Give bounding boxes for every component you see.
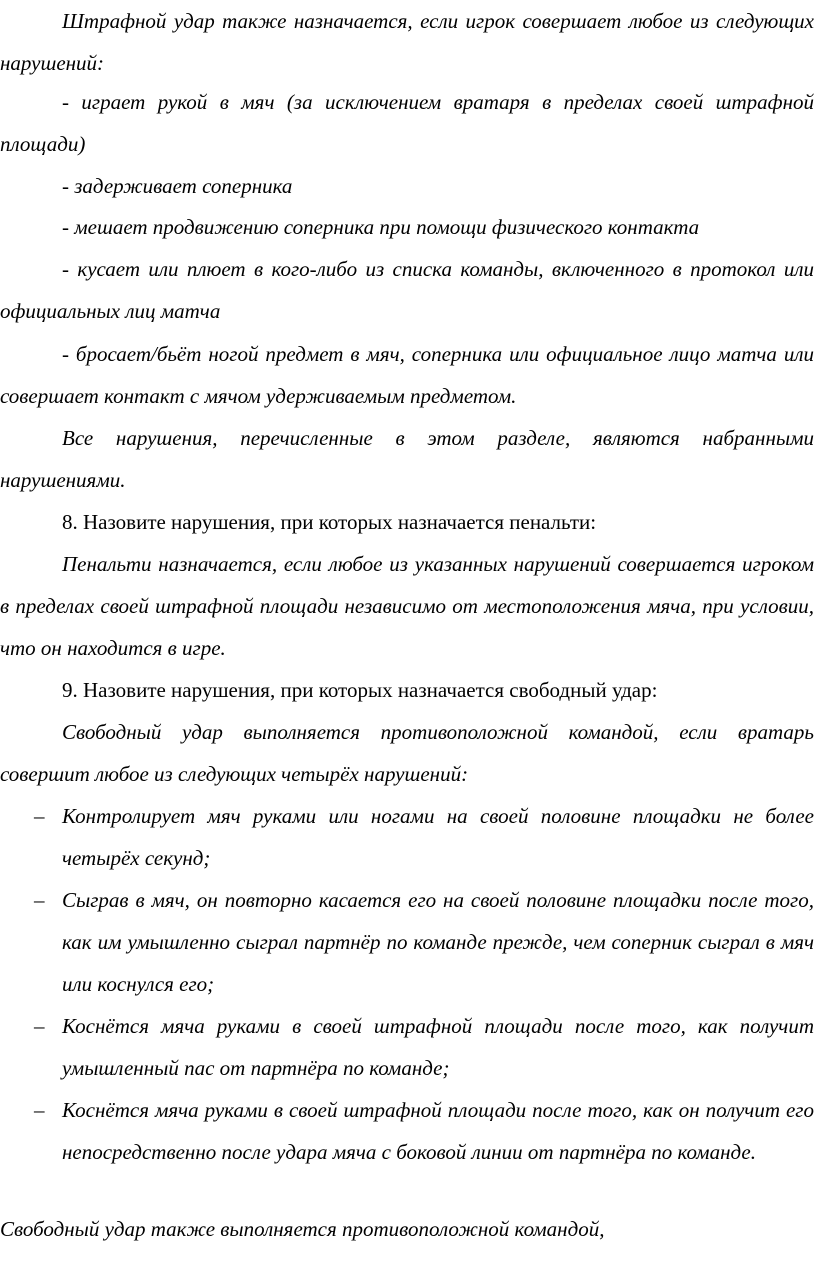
dash-bullet: –: [34, 804, 45, 828]
list-item-text: Сыграв в мяч, он повторно касается его на своей половине площадки после того, как им умышленно сыграл партнёр по команде прежде, чем соперник сыграл в мяч или коснулся его;: [62, 888, 814, 996]
violation-holding: - задерживает соперника: [62, 174, 293, 198]
violation-handball: - играет рукой в мяч (за исключением вратаря в пределах своей штрафной площади): [0, 90, 814, 156]
question-9-heading: 9. Назовите нарушения, при которых назначается свободный удар:: [62, 678, 658, 702]
list-item: [0, 1005, 814, 1089]
violation-throwing-object: - бросает/бьёт ногой предмет в мяч, соперника или официальное лицо матча или совершает контакт с мячом удерживаемым предметом.: [0, 342, 814, 408]
list-item: [0, 1089, 814, 1173]
list-item-text: Коснётся мяча руками в своей штрафной площади после того, как он получит его непосредственно после удара мяча с боковой линии от партнёра по команде.: [62, 1098, 814, 1164]
dash-bullet: –: [34, 1098, 45, 1122]
paragraph-free-kick-also: Свободный удар также выполняется противоположной командой,: [0, 1217, 605, 1241]
question-8-heading: 8. Назовите нарушения, при которых назначается пенальти:: [62, 510, 597, 534]
list-item-text: Коснётся мяча руками в своей штрафной площади после того, как получит умышленный пас от партнёра по команде;: [62, 1014, 814, 1080]
paragraph-accumulated-fouls: Все нарушения, перечисленные в этом разделе, являются набранными нарушениями.: [0, 426, 814, 492]
dash-bullet: –: [34, 1014, 45, 1038]
answer-9-intro: Свободный удар выполняется противоположной командой, если вратарь совершит любое из следующих четырёх нарушений:: [0, 720, 814, 786]
list-item-text: Контролирует мяч руками или ногами на своей половине площадки не более четырёх секунд;: [62, 804, 814, 870]
violation-impeding: - мешает продвижению соперника при помощи физического контакта: [62, 215, 700, 239]
dash-bullet: –: [34, 888, 45, 912]
violation-biting-spitting: - кусает или плюет в кого-либо из списка команды, включенного в протокол или официальных лиц матча: [0, 257, 814, 323]
paragraph-free-kick-intro: Штрафной удар также назначается, если игрок совершает любое из следующих нарушений:: [0, 9, 814, 75]
list-item: [0, 879, 814, 1005]
answer-8-penalty: Пенальти назначается, если любое из указанных нарушений совершается игроком в пределах своей штрафной площади независимо от местоположения мяча, при условии, что он находится в игре.: [0, 552, 814, 660]
list-item: [0, 795, 814, 879]
